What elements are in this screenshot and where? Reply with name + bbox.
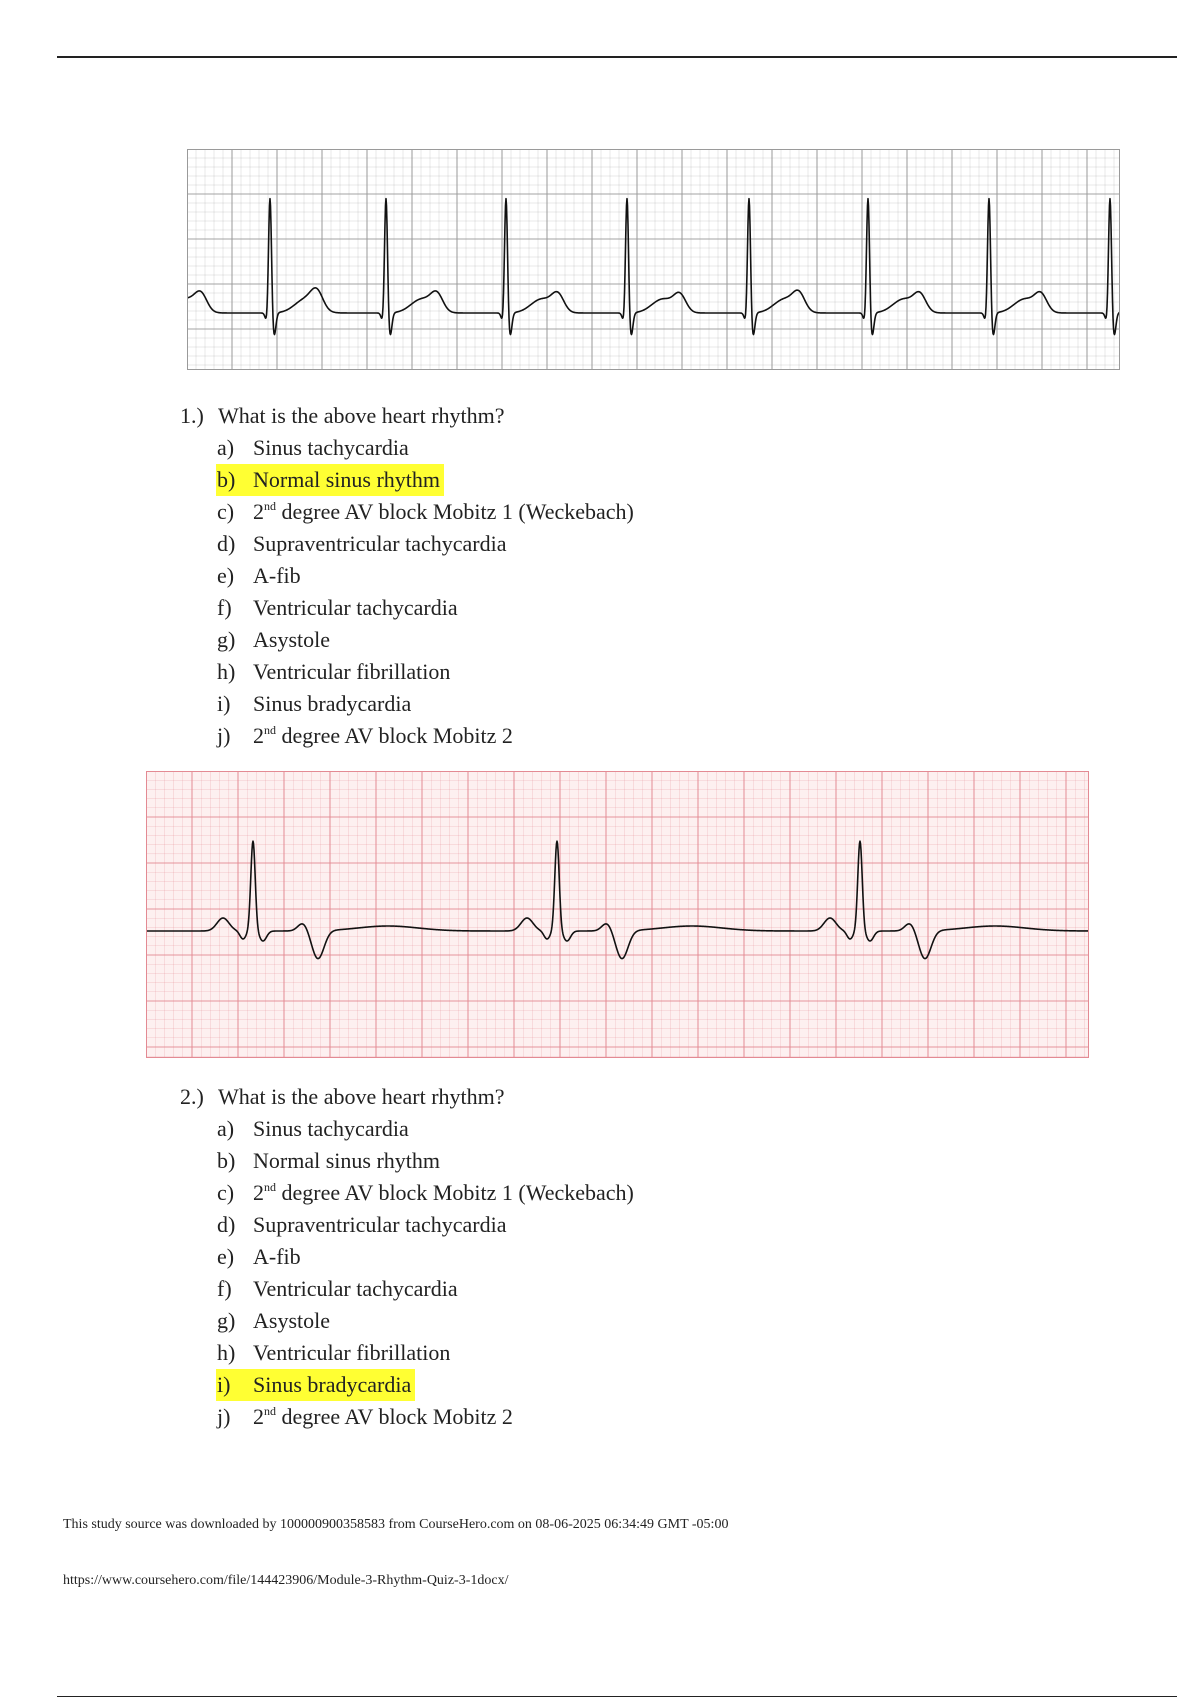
option-text: Sinus tachycardia	[253, 1116, 409, 1141]
option-letter: j)	[217, 1404, 231, 1429]
option-ordinal-number: 2	[253, 499, 264, 524]
answer-option	[217, 1337, 880, 1369]
option-letter: h)	[217, 1340, 236, 1365]
question-1	[180, 400, 880, 752]
answer-option	[217, 496, 880, 528]
answer-option	[217, 1401, 880, 1433]
option-content	[216, 1177, 638, 1209]
question-text: What is the above heart rhythm?	[218, 1084, 505, 1109]
option-letter: d)	[217, 1212, 236, 1237]
option-text: Asystole	[253, 1308, 330, 1333]
option-text: degree AV block Mobitz 1 (Weckebach)	[276, 1180, 634, 1205]
option-letter: i)	[217, 691, 231, 716]
question-text: What is the above heart rhythm?	[218, 403, 505, 428]
option-content	[216, 432, 413, 464]
answer-option	[217, 1273, 880, 1305]
question-2-prompt	[180, 1081, 880, 1113]
answer-option-selected	[217, 1369, 880, 1401]
option-ordinal-suffix: nd	[264, 1403, 276, 1418]
option-content	[216, 1369, 415, 1401]
question-number: 2.)	[180, 1084, 204, 1109]
option-letter: g)	[217, 1308, 236, 1333]
option-text: A-fib	[253, 1244, 301, 1269]
option-text: A-fib	[253, 563, 301, 588]
option-text: Ventricular tachycardia	[253, 1276, 458, 1301]
answer-option	[217, 1145, 880, 1177]
source-url: https://www.coursehero.com/file/144423906/Module-3-Rhythm-Quiz-3-1docx/	[63, 1573, 509, 1588]
option-content	[216, 464, 444, 496]
option-content	[216, 1241, 305, 1273]
option-text: Supraventricular tachycardia	[253, 531, 507, 556]
answer-options	[180, 1113, 880, 1433]
option-text: Ventricular tachycardia	[253, 595, 458, 620]
option-text: Ventricular fibrillation	[253, 1340, 451, 1365]
option-ordinal-number: 2	[253, 1404, 264, 1429]
option-text: Ventricular fibrillation	[253, 659, 451, 684]
option-ordinal-suffix: nd	[264, 1179, 276, 1194]
option-ordinal-number: 2	[253, 1180, 264, 1205]
option-text: degree AV block Mobitz 2	[276, 723, 513, 748]
option-ordinal-number: 2	[253, 723, 264, 748]
option-content	[216, 1273, 462, 1305]
option-content	[216, 1401, 517, 1433]
option-content	[216, 624, 334, 656]
option-text: degree AV block Mobitz 2	[276, 1404, 513, 1429]
option-ordinal-suffix: nd	[264, 722, 276, 737]
answer-option	[217, 1177, 880, 1209]
ecg-strip-2	[146, 771, 1089, 1058]
option-text: Sinus bradycardia	[253, 1372, 412, 1397]
option-letter: f)	[217, 1276, 232, 1301]
answer-options	[180, 432, 880, 752]
option-text: degree AV block Mobitz 1 (Weckebach)	[276, 499, 634, 524]
option-content	[216, 560, 305, 592]
option-content	[216, 1305, 334, 1337]
option-letter: e)	[217, 1244, 235, 1269]
answer-option-selected	[217, 464, 880, 496]
answer-option	[217, 528, 880, 560]
answer-option	[217, 560, 880, 592]
answer-option	[217, 624, 880, 656]
answer-option	[217, 656, 880, 688]
option-letter: d)	[217, 531, 236, 556]
option-text: Normal sinus rhythm	[253, 1148, 440, 1173]
option-letter: c)	[217, 1180, 235, 1205]
download-source-note: This study source was downloaded by 100000900358583 from CourseHero.com on 08-06-2025 06:34:49 GMT -05:00	[63, 1517, 729, 1532]
option-letter: a)	[217, 435, 235, 460]
option-content	[216, 656, 454, 688]
option-content	[216, 496, 638, 528]
option-content	[216, 592, 462, 624]
option-content	[216, 1113, 413, 1145]
option-letter: b)	[217, 1148, 236, 1173]
option-letter: a)	[217, 1116, 235, 1141]
ecg-strip-1	[187, 149, 1120, 370]
option-letter: f)	[217, 595, 232, 620]
answer-option	[217, 1241, 880, 1273]
option-letter: i)	[217, 1372, 231, 1397]
option-content	[216, 1337, 454, 1369]
option-letter: e)	[217, 563, 235, 588]
answer-option	[217, 592, 880, 624]
answer-option	[217, 1113, 880, 1145]
option-content	[216, 720, 517, 752]
question-number: 1.)	[180, 403, 204, 428]
answer-option	[217, 688, 880, 720]
option-ordinal-suffix: nd	[264, 498, 276, 513]
answer-option	[217, 432, 880, 464]
answer-option	[217, 720, 880, 752]
option-content	[216, 1145, 444, 1177]
bottom-rule	[57, 1696, 1177, 1697]
option-content	[216, 688, 415, 720]
option-letter: g)	[217, 627, 236, 652]
option-text: Sinus tachycardia	[253, 435, 409, 460]
question-1-prompt	[180, 400, 880, 432]
option-text: Sinus bradycardia	[253, 691, 412, 716]
option-letter: b)	[217, 467, 236, 492]
question-2	[180, 1081, 880, 1433]
option-letter: c)	[217, 499, 235, 524]
option-text: Supraventricular tachycardia	[253, 1212, 507, 1237]
option-content	[216, 528, 510, 560]
answer-option	[217, 1209, 880, 1241]
answer-option	[217, 1305, 880, 1337]
option-text: Normal sinus rhythm	[253, 467, 440, 492]
top-rule	[57, 56, 1177, 58]
option-letter: h)	[217, 659, 236, 684]
option-letter: j)	[217, 723, 231, 748]
option-text: Asystole	[253, 627, 330, 652]
option-content	[216, 1209, 510, 1241]
